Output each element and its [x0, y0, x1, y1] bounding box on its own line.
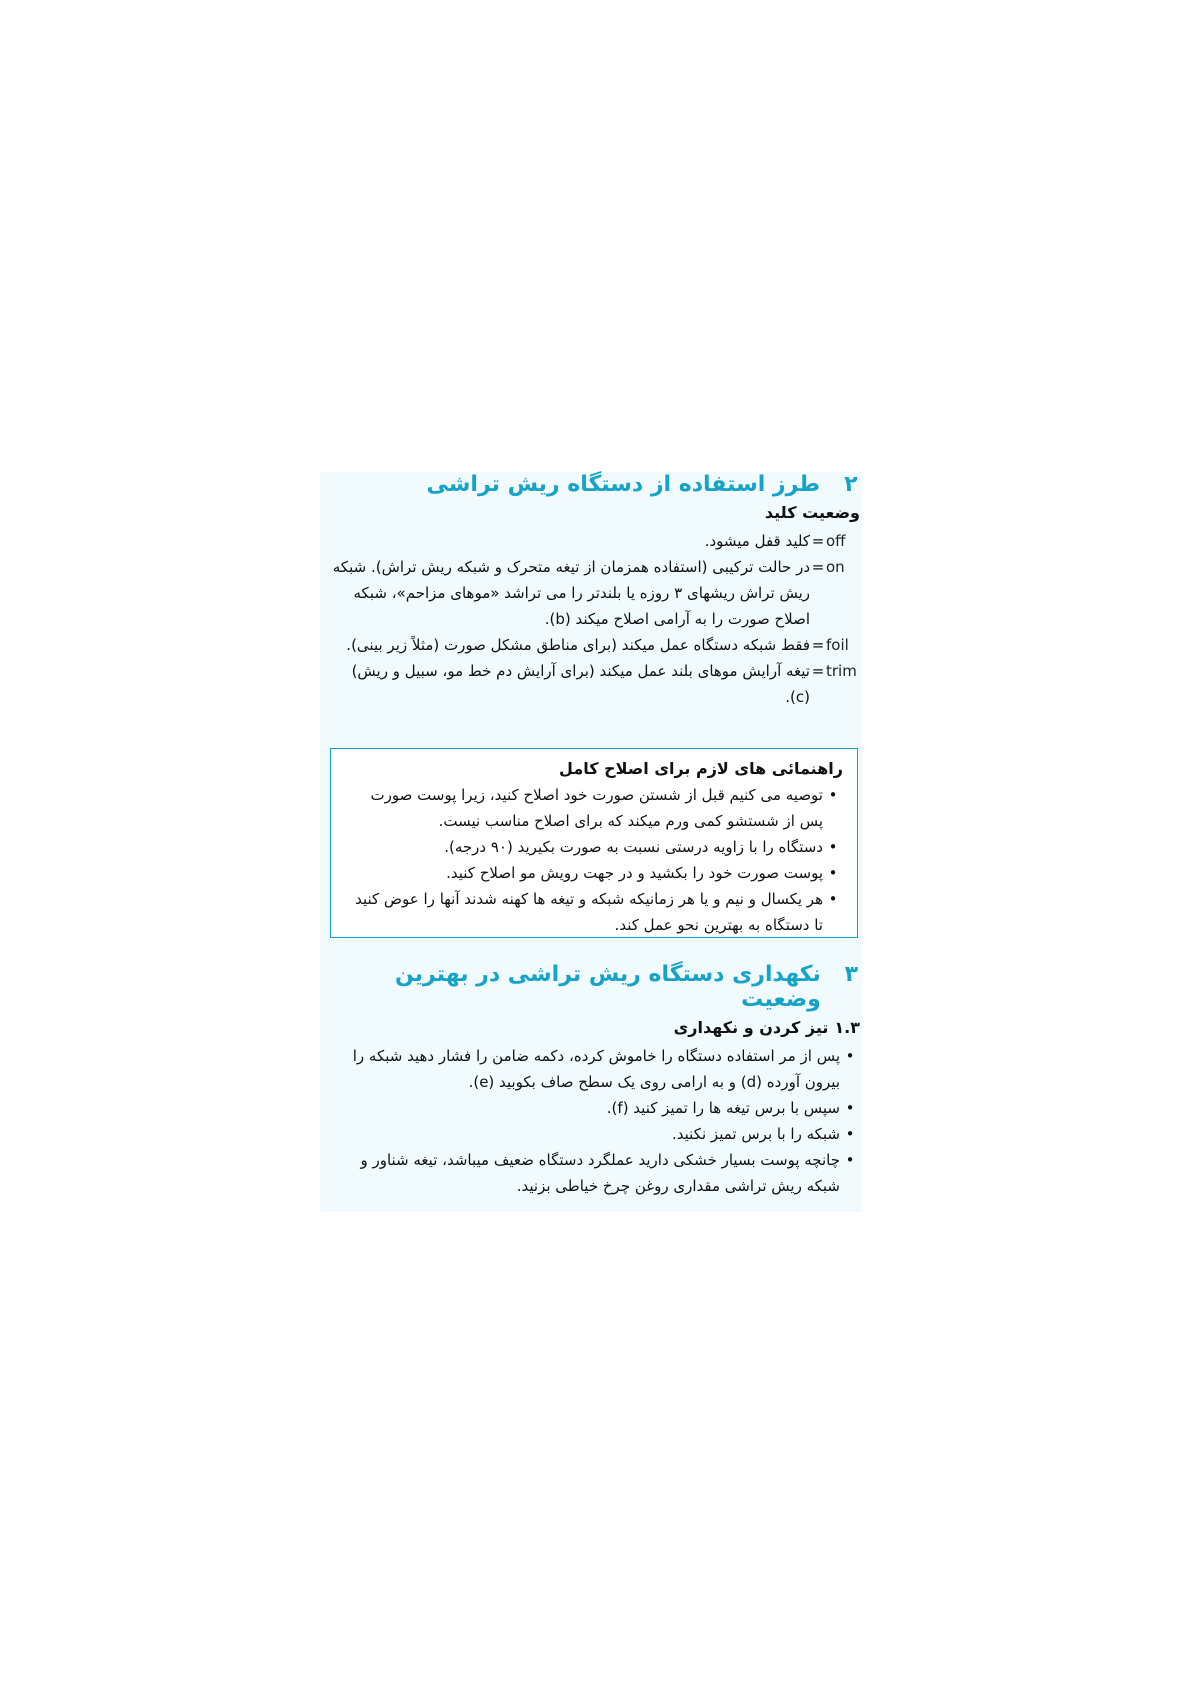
list-item — [343, 886, 843, 938]
key-term: trim — [826, 662, 857, 680]
section-number: ۳ — [844, 962, 859, 987]
maintenance-list — [330, 1043, 860, 1199]
key-term: foil — [826, 636, 849, 654]
subheading-text: تیز کردن و نکهداری — [673, 1018, 829, 1037]
equals-sign: = — [811, 532, 825, 550]
list-item-text: هر یکسال و نیم و یا هر زمانیکه شبکه و تیغه ها کهنه شدند آنها را عوض کنید تا دستگاه به بهترین نحو عمل کند. — [355, 890, 823, 934]
list-item — [343, 782, 843, 834]
key-text: کلید قفل میشود. — [704, 532, 810, 550]
section-maintenance — [330, 962, 860, 1199]
list-item — [343, 834, 843, 860]
list-item — [343, 860, 843, 886]
bullet-icon: • — [828, 890, 838, 908]
key-item — [330, 632, 860, 658]
key-text: در حالت ترکیبی (استفاده همزمان از تیغه متحرک و شبکه ریش تراش). شبکه ریش تراش ریشهای ۳ روزه یا بلندتر را می تراشد «موهای مزاحم»، شبکه اصلاح صورت را به آرامی اصلاح میکند (b). — [332, 558, 810, 628]
list-item-text: دستگاه را با زاویه درستی نسبت به صورت بکیرید (۹۰ درجه). — [444, 838, 823, 856]
section-usage — [330, 472, 860, 710]
equals-sign: = — [811, 636, 825, 654]
key-item — [330, 658, 860, 710]
list-item — [330, 1147, 860, 1199]
bullet-icon: • — [845, 1125, 855, 1143]
list-item-text: توصیه می کنیم قبل از شستن صورت خود اصلاح کنید، زیرا پوست صورت پس از شستشو کمی ورم میکند که برای اصلاح مناسب نیست. — [370, 786, 823, 830]
section-number: ۲ — [844, 472, 858, 497]
list-item-text: پوست صورت خود را بکشید و در جهت رویش مو اصلاح کنید. — [446, 864, 823, 882]
section-title: طرز استفاده از دستگاه ریش تراشی — [426, 472, 820, 497]
bullet-icon: • — [828, 864, 838, 882]
tips-box — [330, 748, 858, 938]
tips-list — [343, 782, 843, 938]
bullet-icon: • — [828, 786, 838, 804]
list-item-text: سپس با برس تیغه ها را تمیز کنید (f). — [606, 1099, 840, 1117]
bullet-icon: • — [845, 1099, 855, 1117]
subsection-number: ۱.۳ — [834, 1018, 860, 1037]
bullet-icon: • — [845, 1047, 855, 1065]
cleaning-heading — [330, 1018, 860, 1037]
key-item — [330, 528, 860, 554]
equals-sign: = — [811, 662, 825, 680]
key-text: فقط شبکه دستگاه عمل میکند (برای مناطق مشکل صورت (مثلاً زیر بینی). — [346, 636, 810, 654]
section-heading — [330, 472, 860, 497]
subheading-text: وضعیت کلید — [764, 503, 860, 522]
equals-sign: = — [811, 558, 825, 576]
switch-position-heading — [330, 503, 860, 522]
list-item-text: پس از مر استفاده دستگاه را خاموش کرده، دکمه ضامن را فشار دهید شبکه را بیرون آورده (d) و به ارامی روی یک سطح صاف بکوبید (e). — [352, 1047, 840, 1091]
key-term: off — [826, 532, 846, 550]
list-item — [330, 1095, 860, 1121]
list-item — [330, 1121, 860, 1147]
bullet-icon: • — [845, 1151, 855, 1169]
list-item-text: چانچه پوست بسیار خشکی دارید عملگرد دستگاه ضعیف میباشد، تیغه شناور و شبکه ریش تراشی مقداری روغن چرخ خیاطی بزنید. — [360, 1151, 840, 1195]
bullet-icon: • — [828, 838, 838, 856]
key-list — [330, 528, 860, 710]
list-item-text: شبکه را با برس تمیز نکنید. — [672, 1125, 840, 1143]
key-item — [330, 554, 860, 632]
list-item — [330, 1043, 860, 1095]
tips-title: راهنمائی های لازم برای اصلاح کامل — [559, 759, 843, 778]
section-title: نکهداری دستگاه ریش تراشی در بهترین وضعیت — [395, 962, 821, 1012]
key-text: تیغه آرایش موهای بلند عمل میکند (برای آرایش دم خط مو، سبیل و ریش) (c). — [351, 662, 810, 706]
section-heading — [330, 962, 860, 1012]
key-term: on — [826, 558, 845, 576]
